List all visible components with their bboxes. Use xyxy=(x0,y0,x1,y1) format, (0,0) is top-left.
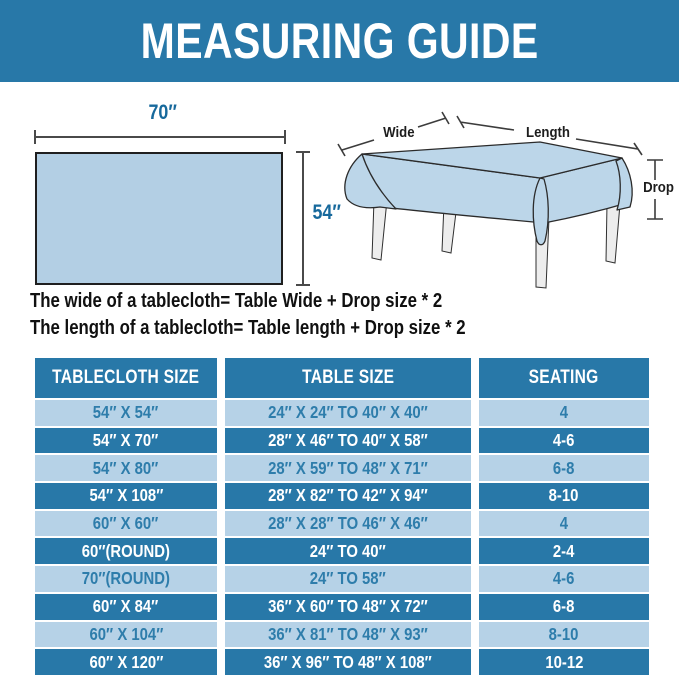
tablecloth-size-cell: 60″ X 120″ xyxy=(35,649,217,675)
drop-label: Drop xyxy=(642,179,674,196)
tablecloth-size-cell: 60″ X 84″ xyxy=(35,594,217,620)
seating-cell: 8-10 xyxy=(479,622,649,648)
seating-cell: 10-12 xyxy=(479,649,649,675)
seating-cell: 4 xyxy=(479,400,649,426)
height-dimension-label: 54″ xyxy=(312,201,342,224)
table-size-cell: 36″ X 96″ TO 48″ X 108″ xyxy=(225,649,471,675)
size-chart xyxy=(35,358,649,675)
tablecloth-size-cell: 54″ X 108″ xyxy=(35,483,217,509)
tablecloth-size-cell: 54″ X 54″ xyxy=(35,400,217,426)
table-size-cell: 36″ X 60″ TO 48″ X 72″ xyxy=(225,594,471,620)
wide-label: Wide xyxy=(383,124,415,141)
seating-cell: 4-6 xyxy=(479,428,649,454)
table-size-cell: 28″ X 59″ TO 48″ X 71″ xyxy=(225,455,471,481)
width-dimension-label: 70″ xyxy=(148,101,178,124)
table-illustration xyxy=(330,102,679,297)
tablecloth-size-cell: 60″ X 60″ xyxy=(35,511,217,537)
tablecloth-drape xyxy=(345,142,632,245)
table-size-cell: 24″ X 24″ TO 40″ X 40″ xyxy=(225,400,471,426)
seating-cell: 4 xyxy=(479,511,649,537)
table-size-cell: 28″ X 82″ TO 42″ X 94″ xyxy=(225,483,471,509)
tablecloth-size-cell: 54″ X 70″ xyxy=(35,428,217,454)
length-formula-text: The length of a tablecloth= Table length + Drop size * 2 xyxy=(30,317,466,339)
table-size-cell: 24″ TO 40″ xyxy=(225,538,471,564)
seating-cell: 2-4 xyxy=(479,538,649,564)
width-measure-line xyxy=(35,130,285,144)
seating-cell: 6-8 xyxy=(479,594,649,620)
length-label: Length xyxy=(526,124,570,141)
title-banner xyxy=(0,0,679,82)
column-header-tablecloth-size: TABLECLOTH SIZE xyxy=(35,358,217,398)
table-size-cell: 36″ X 81″ TO 48″ X 93″ xyxy=(225,622,471,648)
column-header-seating: SEATING xyxy=(479,358,649,398)
tablecloth-size-cell: 60″(ROUND) xyxy=(35,538,217,564)
seating-cell: 4-6 xyxy=(479,566,649,592)
tablecloth-size-cell: 54″ X 80″ xyxy=(35,455,217,481)
tablecloth-flat-diagram xyxy=(0,95,345,295)
table-size-cell: 28″ X 46″ TO 40″ X 58″ xyxy=(225,428,471,454)
column-header-table-size: TABLE SIZE xyxy=(225,358,471,398)
page-title: MEASURING GUIDE xyxy=(140,13,539,69)
seating-cell: 8-10 xyxy=(479,483,649,509)
tablecloth-size-cell: 70″(ROUND) xyxy=(35,566,217,592)
flat-rectangle xyxy=(35,152,283,285)
table-size-cell: 24″ TO 58″ xyxy=(225,566,471,592)
table-size-cell: 28″ X 28″ TO 46″ X 46″ xyxy=(225,511,471,537)
seating-cell: 6-8 xyxy=(479,455,649,481)
tablecloth-size-cell: 60″ X 104″ xyxy=(35,622,217,648)
wide-formula-text: The wide of a tablecloth= Table Wide + Drop size * 2 xyxy=(30,290,443,312)
